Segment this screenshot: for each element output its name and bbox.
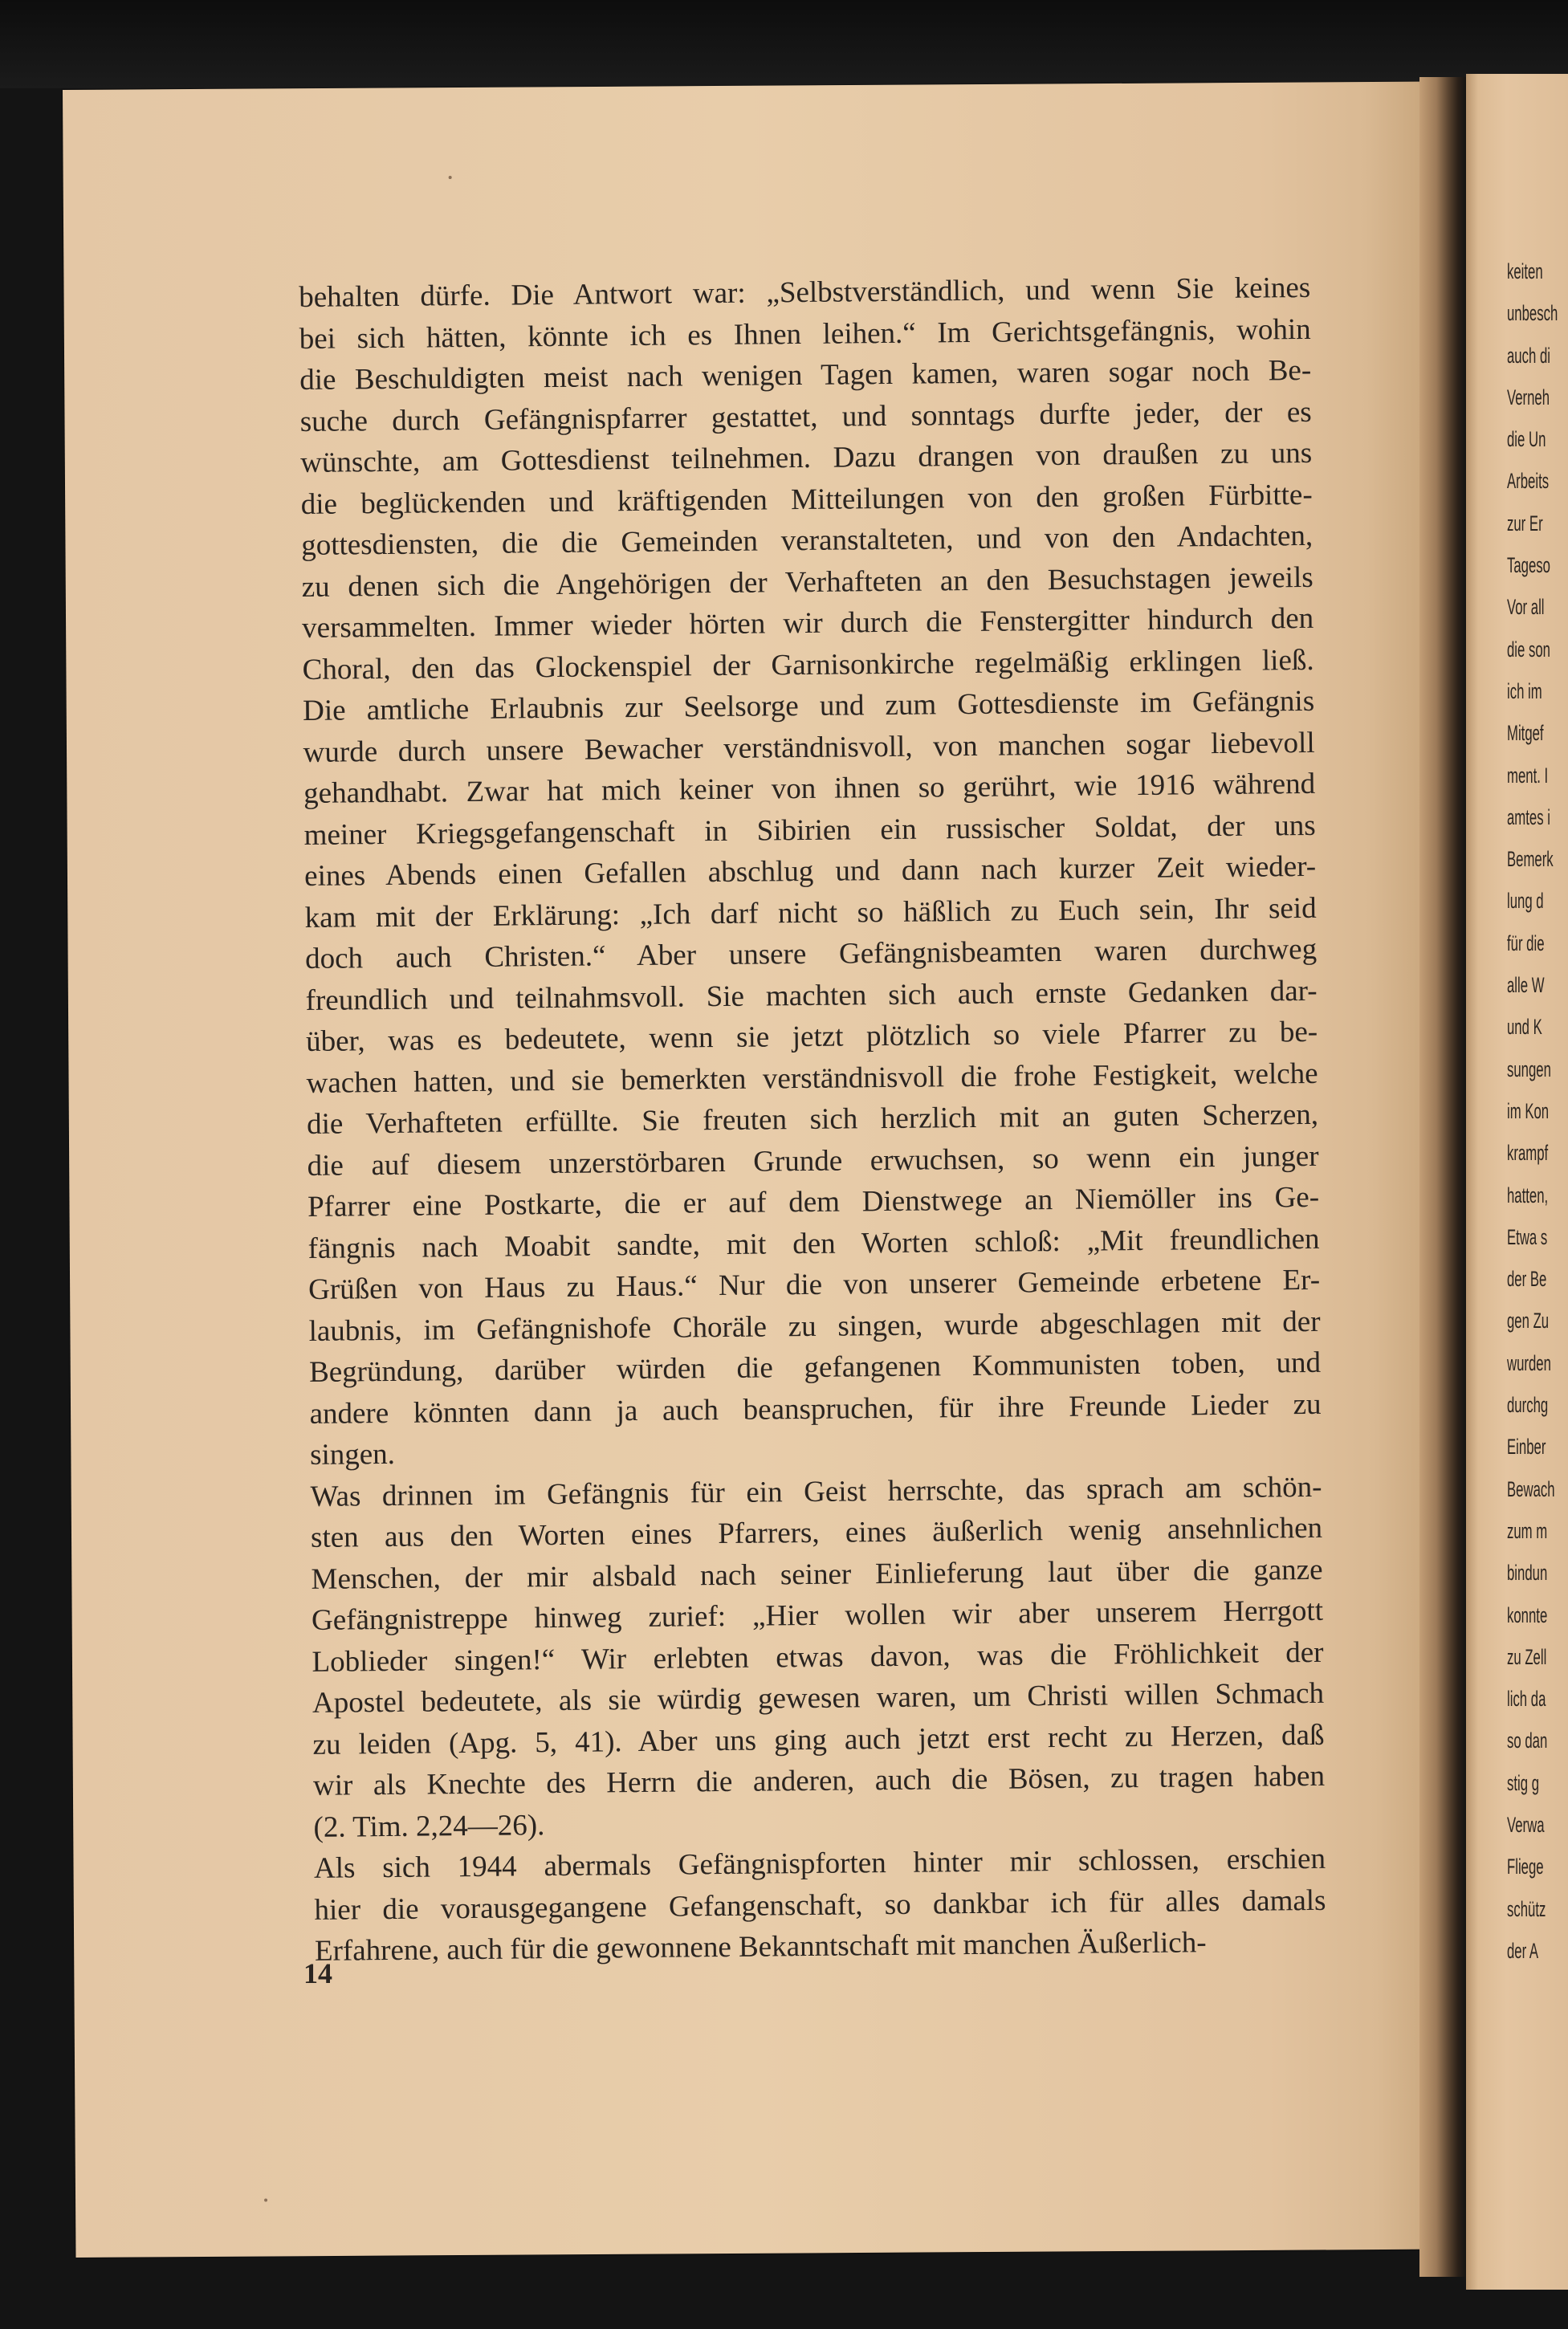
facing-page-line: ich im (1507, 678, 1542, 703)
facing-page-line: hatten, (1507, 1183, 1549, 1207)
text-line: Begründung, darüber würden die gefangenen Kommunisten toben, und (308, 1346, 1322, 1389)
facing-page-line: Verwa (1507, 1812, 1545, 1837)
paper-speck (449, 176, 452, 179)
text-line: zu leiden (Apg. 5, 41). Aber uns ging auch jetzt erst recht zu Herzen, daß (312, 1718, 1325, 1761)
facing-page-line: lung d (1507, 889, 1544, 914)
text-line: die auf diesem unzerstörbaren Grunde erwuchsen, so wenn ein junger (307, 1139, 1319, 1183)
text-line: Pfarrer eine Postkarte, die er auf dem Dienstwege an Niemöller ins Ge- (307, 1180, 1320, 1224)
text-line: hier die vorausgegangene Gefangenschaft, so dankbar ich für alles damals (314, 1883, 1326, 1927)
facing-page-line: Verneh (1507, 385, 1550, 409)
scan-background (0, 0, 1568, 88)
facing-page-line: für die (1507, 930, 1545, 955)
text-line: wurde durch unsere Bewacher verständnisvoll, von manchen sogar liebevoll (303, 726, 1315, 769)
text-line: versammelten. Immer wieder hörten wir durch die Fenstergitter hindurch den (302, 601, 1314, 645)
text-line: Apostel bedeutete, als sie würdig gewesen waren, um Christi willen Schmach (312, 1676, 1325, 1720)
facing-page-line: Fliege (1507, 1855, 1544, 1879)
text-line: die beglückenden und kräftigenden Mitteilungen von den großen Fürbitte- (300, 478, 1313, 521)
text-line: wachen hatten, und sie bemerkten verständnisvoll die frohe Festigkeit, welche (306, 1057, 1318, 1100)
text-line: singen. (309, 1437, 396, 1472)
facing-page-line: gen Zu (1507, 1309, 1550, 1333)
facing-page-line: ment. I (1507, 763, 1549, 788)
book-gutter (1419, 77, 1468, 2277)
text-line: eines Abends einen Gefallen abschlug und dann nach kurzer Zeit wieder- (303, 849, 1317, 893)
text-line: bei sich hätten, könnte ich es Ihnen leihen.“ Im Gerichtsgefängnis, wohin (299, 312, 1311, 356)
facing-page-line: bindun (1507, 1561, 1548, 1586)
text-line: Erfahrene, auch für die gewonnene Bekanntschaft mit manchen Äußerlich- (314, 1926, 1207, 1968)
facing-page-line: unbesch (1507, 301, 1558, 326)
text-line: Gefängnistreppe hinweg zurief: „Hier wollen wir aber unserem Herrgott (311, 1594, 1324, 1637)
text-line: (2. Tim. 2,24—26). (313, 1808, 545, 1844)
facing-page-line: die Un (1507, 427, 1546, 452)
facing-page-line: der A (1507, 1938, 1539, 1963)
facing-page-line: Bewach (1507, 1476, 1555, 1501)
text-line: Menschen, der mir alsbald nach seiner Einlieferung laut über die ganze (311, 1553, 1323, 1596)
text-line: laubnis, im Gefängnishofe Choräle zu singen, wurde abgeschlagen mit der (308, 1305, 1321, 1348)
text-line: wir als Knechte des Herrn die anderen, auch die Bösen, zu tragen haben (312, 1759, 1326, 1802)
text-line: Als sich 1944 abermals Gefängnispforten hinter mir schlossen, erschien (313, 1842, 1326, 1885)
facing-page-line: und K (1507, 1015, 1542, 1040)
facing-page-line: wurden (1507, 1350, 1551, 1375)
text-line: sten aus den Worten eines Pfarrers, eines äußerlich wenig ansehnlichen (310, 1511, 1323, 1554)
facing-page-line: die son (1507, 637, 1550, 662)
text-line: andere könnten dann ja auch beanspruchen, für ihre Freunde Lieder zu (309, 1387, 1322, 1431)
text-line: Die amtliche Erlaubnis zur Seelsorge und zum Gottesdienste im Gefängnis (302, 684, 1315, 727)
text-line: gehandhabt. Zwar hat mich keiner von ihnen so gerührt, wie 1916 während (303, 767, 1316, 810)
facing-page-line: auch di (1507, 343, 1550, 368)
body-text (299, 267, 1326, 1972)
text-line: behalten dürfe. Die Antwort war: „Selbstverständlich, und wenn Sie keines (299, 271, 1311, 314)
facing-page-line: sungen (1507, 1057, 1551, 1081)
facing-page-line: schütz (1507, 1896, 1546, 1921)
text-line: die Beschuldigten meist nach wenigen Tagen kamen, waren sogar noch Be- (299, 353, 1312, 397)
facing-page-text (1507, 250, 1558, 1972)
facing-page-line: keiten (1507, 259, 1543, 283)
paper-speck (264, 2198, 267, 2201)
page-number: 14 (303, 1957, 332, 1989)
text-line: zu denen sich die Angehörigen der Verhafteten an den Besuchstagen jeweils (301, 560, 1313, 604)
facing-page-line: zu Zell (1507, 1644, 1547, 1669)
text-line: die Verhafteten erfüllte. Sie freuten sich herzlich mit an guten Scherzen, (306, 1097, 1319, 1141)
facing-page-line: der Be (1507, 1267, 1547, 1292)
facing-page-line: durchg (1507, 1393, 1549, 1418)
facing-page-line: zur Er (1507, 511, 1543, 535)
text-line: Choral, den das Glockenspiel der Garnisonkirche regelmäßig erklingen ließ. (302, 643, 1314, 686)
facing-page-line: Arbeits (1507, 469, 1550, 494)
facing-page-line: Mitgef (1507, 721, 1544, 746)
text-line: Grüßen von Haus zu Haus.“ Nur die von unserer Gemeinde erbetene Er- (307, 1263, 1321, 1306)
facing-page-line: lich da (1507, 1687, 1546, 1712)
text-line: suche durch Gefängnispfarrer gestattet, und sonntags durfte jeder, der es (299, 395, 1312, 438)
text-line: über, was es bedeutete, wenn sie jetzt plötzlich so viele Pfarrer zu be- (305, 1015, 1318, 1058)
text-line: kam mit der Erklärung: „Ich darf nicht so häßlich zu Euch sein, Ihr seid (304, 891, 1317, 934)
text-line: doch auch Christen.“ Aber unsere Gefängnisbeamten waren durchweg (304, 932, 1318, 975)
text-line: Loblieder singen!“ Wir erlebten etwas davon, was die Fröhlichkeit der (312, 1635, 1324, 1679)
facing-page-line: zum m (1507, 1518, 1548, 1543)
text-line: meiner Kriegsgefangenschaft in Sibirien ein russischer Soldat, der uns (303, 808, 1316, 852)
text-line: freundlich und teilnahmsvoll. Sie machten sich auch ernste Gedanken dar- (305, 974, 1318, 1017)
facing-page-line: Etwa s (1507, 1224, 1548, 1249)
facing-page-line: so dan (1507, 1728, 1548, 1753)
facing-page-line: amtes i (1507, 804, 1550, 829)
text-line: fängnis nach Moabit sandte, mit den Worten schloß: „Mit freundlichen (307, 1222, 1320, 1265)
facing-page-line: Einber (1507, 1435, 1546, 1460)
facing-page-line: konnte (1507, 1602, 1548, 1627)
facing-page-line: Tageso (1507, 553, 1550, 578)
facing-page-line: alle W (1507, 973, 1545, 998)
text-line: wünschte, am Gottesdienst teilnehmen. Dazu drangen von draußen zu uns (300, 436, 1313, 479)
facing-page-line: im Kon (1507, 1098, 1550, 1123)
facing-page-line: Vor all (1507, 595, 1545, 620)
facing-page-line: stig g (1507, 1770, 1540, 1795)
text-line: Was drinnen im Gefängnis für ein Geist herrschte, das sprach am schön- (310, 1470, 1322, 1513)
facing-page-line: Bemerk (1507, 847, 1554, 872)
text-line: gottesdiensten, die die Gemeinden veranstalteten, und von den Andachten, (301, 519, 1313, 562)
facing-page-line: krampf (1507, 1141, 1549, 1166)
